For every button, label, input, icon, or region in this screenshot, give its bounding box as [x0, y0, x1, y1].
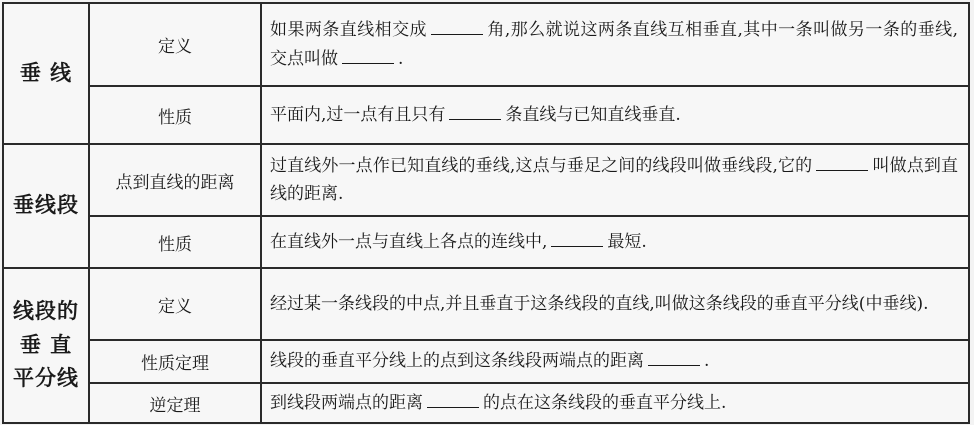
answer-blank [431, 17, 483, 35]
subtopic-point-line-distance: 点到直线的距离 [89, 144, 261, 216]
subtopic-property-theorem: 性质定理 [89, 340, 261, 383]
content-segment-property: 在直线外一点与直线上各点的连线中, 最短. [261, 216, 969, 268]
topic-perpendicular-line: 垂 线 [3, 3, 89, 144]
content-perpendicular-definition: 如果两条直线相交成 角,那么就说这两条直线互相垂直,其中一条叫做另一条的垂线,交点叫做 . [261, 3, 969, 86]
subtopic-definition: 定义 [89, 268, 261, 340]
content-perpendicular-property: 平面内,过一点有且只有 条直线与已知直线垂直. [261, 86, 969, 144]
topic-perpendicular-bisector: 线段的 垂 直 平分线 [3, 268, 89, 423]
content-point-line-distance: 过直线外一点作已知直线的垂线,这点与垂足之间的线段叫做垂线段,它的 叫做点到直线的距离. [261, 144, 969, 216]
content-bisector-definition: 经过某一条线段的中点,并且垂直于这条线段的直线,叫做这条线段的垂直平分线(中垂线). [261, 268, 969, 340]
topic-perpendicular-segment: 垂线段 [3, 144, 89, 268]
subtopic-property: 性质 [89, 86, 261, 144]
answer-blank [427, 390, 479, 408]
answer-blank [551, 229, 603, 247]
subtopic-converse-theorem: 逆定理 [89, 383, 261, 423]
answer-blank [449, 102, 501, 120]
answer-blank [342, 46, 394, 64]
subtopic-definition: 定义 [89, 3, 261, 86]
content-bisector-property: 线段的垂直平分线上的点到这条线段两端点的距离 . [261, 340, 969, 383]
knowledge-table [2, 2, 970, 424]
subtopic-property: 性质 [89, 216, 261, 268]
answer-blank [648, 348, 700, 366]
content-bisector-converse: 到线段两端点的距离 的点在这条线段的垂直平分线上. [261, 383, 969, 423]
answer-blank [816, 153, 868, 171]
